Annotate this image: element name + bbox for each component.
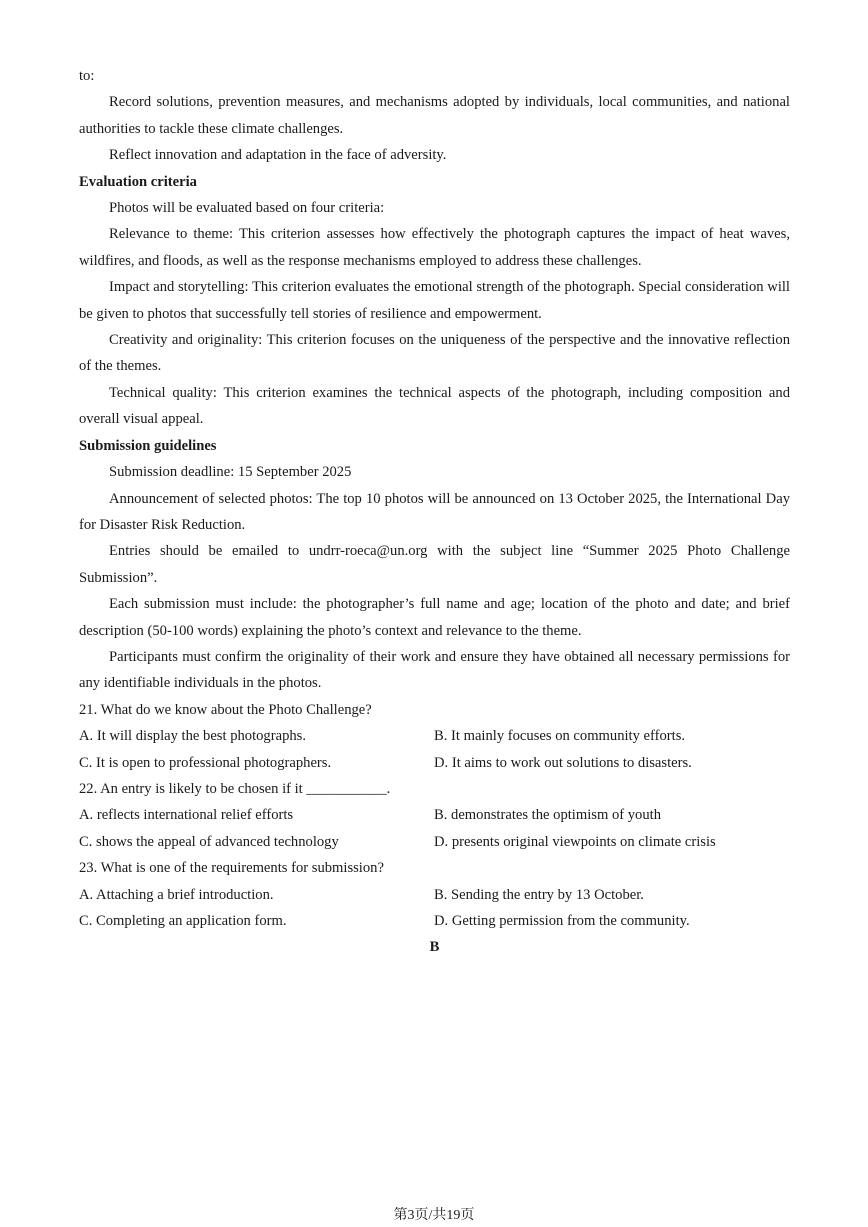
option-b: B. It mainly focuses on community efforts. — [434, 728, 686, 745]
question-22 — [79, 776, 790, 855]
submission-paragraph: Submission deadline: 15 September 2025 — [109, 464, 352, 481]
option-a: A. It will display the best photographs. — [79, 728, 306, 745]
option-a: A. reflects international relief efforts — [79, 807, 294, 824]
section-label: B — [429, 939, 440, 956]
question-stem: 23. What is one of the requirements for submission? — [79, 860, 384, 877]
option-row — [79, 723, 790, 749]
submission-paragraph: Announcement of selected photos: The top 10 photos will be announced on 13 October 2025, the International Day for Disaster Risk Reduction. — [79, 490, 790, 533]
evaluation-paragraph: Photos will be evaluated based on four criteria: — [109, 200, 385, 217]
page-footer: 第3页/共19页 — [393, 1208, 475, 1223]
evaluation-paragraph: Creativity and originality: This criterion focuses on the uniqueness of the perspective and the innovative reflection of the themes. — [79, 332, 790, 375]
intro-lead: to: — [79, 68, 95, 84]
evaluation-paragraph: Relevance to theme: This criterion assesses how effectively the photograph captures the impact of heat waves, wildfires, and floods, as well as the response mechanisms employed to address these challenges. — [79, 226, 790, 269]
option-row — [79, 750, 790, 776]
question-23 — [79, 855, 790, 934]
question-stem: 21. What do we know about the Photo Challenge? — [79, 701, 372, 718]
intro-bullet: Reflect innovation and adaptation in the face of adversity. — [109, 147, 447, 164]
option-row — [79, 908, 790, 934]
option-row — [79, 829, 790, 855]
option-a: A. Attaching a brief introduction. — [79, 886, 274, 903]
option-d: D. It aims to work out solutions to disasters. — [434, 754, 692, 771]
option-row — [79, 802, 790, 828]
submission-paragraph: Each submission must include: the photographer’s full name and age; location of the photo and date; and brief description (50-100 words) explaining the photo’s context and relevance to the theme. — [79, 596, 790, 639]
document-page — [79, 63, 790, 961]
question-21 — [79, 697, 790, 776]
option-d: D. presents original viewpoints on climate crisis — [434, 833, 716, 850]
evaluation-paragraph: Technical quality: This criterion examines the technical aspects of the photograph, including composition and overall visual appeal. — [79, 384, 790, 428]
option-c: C. It is open to professional photographers. — [79, 754, 332, 771]
evaluation-paragraph: Impact and storytelling: This criterion evaluates the emotional strength of the photograph. Special consideration will be given to photos that successfully tell stories of resilience and empowerment. — [79, 279, 790, 322]
option-row — [79, 882, 790, 908]
option-c: C. shows the appeal of advanced technology — [79, 833, 339, 850]
question-stem: 22. An entry is likely to be chosen if it ___________. — [79, 780, 391, 797]
option-d: D. Getting permission from the community. — [434, 913, 690, 929]
submission-paragraph: Participants must confirm the originality of their work and ensure they have obtained all necessary permissions for any identifiable individuals in the photos. — [79, 648, 790, 692]
section-heading-evaluation: Evaluation criteria — [79, 173, 197, 190]
intro-bullet: Record solutions, prevention measures, and mechanisms adopted by individuals, local communities, and national authorities to tackle these climate challenges. — [79, 94, 790, 137]
option-b: B. Sending the entry by 13 October. — [434, 886, 644, 903]
option-c: C. Completing an application form. — [79, 913, 287, 929]
submission-paragraph: Entries should be emailed to undrr-roeca@un.org with the subject line “Summer 2025 Photo Challenge Submission”. — [79, 543, 790, 586]
section-heading-submission: Submission guidelines — [79, 437, 217, 454]
option-b: B. demonstrates the optimism of youth — [434, 807, 661, 824]
